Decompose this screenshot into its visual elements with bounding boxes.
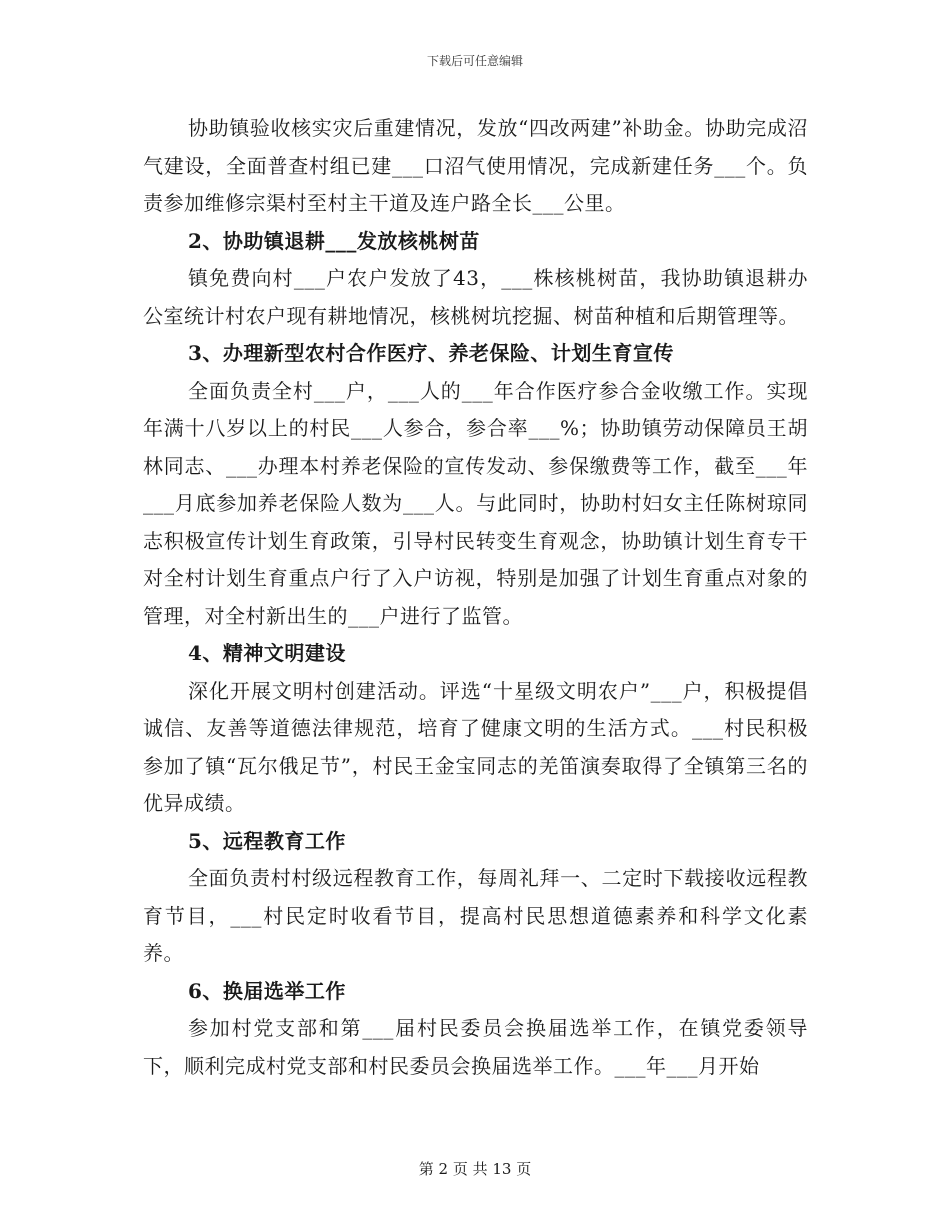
document-body: [143, 110, 808, 1085]
heading-walnut-seedlings: 2、协助镇退耕___发放核桃树苗: [188, 228, 480, 253]
paragraph-walnut-seedlings: 镇免费向村___户农户发放了43，___株核桃树苗，我协助镇退耕办公室统计村农户现有耕地情况，核桃树坑挖掘、树苗种植和后期管理等。: [143, 266, 808, 328]
heading-election: 6、换届选举工作: [188, 978, 346, 1003]
paragraph-election: 参加村党支部和第___届村民委员会换届选举工作，在镇党委领导下，顺利完成村党支部和村民委员会换届选举工作。___年___月开始: [143, 1016, 808, 1078]
paragraph-medical-insurance: 全面负责全村___户，___人的___年合作医疗参合金收缴工作。实现年满十八岁以上的村民___人参合，参合率___%；协助镇劳动保障员王胡林同志、___办理本村养老保险的宣传发动、参保缴费等工作，截至___年___月底参加养老保险人数为___人。与此同时，协助村妇女主任陈树琼同志积极宣传计划生育政策，引导村民转变生育观念，协助镇计划生育专干对全村计划生育重点户行了入户访视，特别是加强了计划生育重点对象的管理，对全村新出生的___户进行了监管。: [143, 378, 808, 628]
paragraph-remote-education: 全面负责村村级远程教育工作，每周礼拜一、二定时下载接收远程教育节目，___村民定时收看节目，提高村民思想道德素养和科学文化素养。: [143, 866, 808, 965]
heading-remote-education: 5、远程教育工作: [188, 828, 346, 853]
page-header: 下载后可任意编辑: [426, 54, 523, 68]
page-number: 第 2 页 共 13 页: [418, 1160, 532, 1178]
paragraph-civilization: 深化开展文明村创建活动。评选“十星级文明农户”___户，积极提倡诚信、友善等道德法律规范，培育了健康文明的生活方式。___村民积极参加了镇“瓦尔俄足节”，村民王金宝同志的羌笛演奏取得了全镇第三名的优异成绩。: [143, 678, 808, 815]
paragraph-rebuild: 协助镇验收核实灾后重建情况，发放“四改两建”补助金。协助完成沼气建设，全面普查村组已建___口沼气使用情况，完成新建任务___个。负责参加维修宗渠村至村主干道及连户路全长___公里。: [143, 116, 808, 215]
heading-medical-insurance: 3、办理新型农村合作医疗、养老保险、计划生育宣传: [188, 341, 674, 365]
heading-civilization: 4、精神文明建设: [188, 641, 346, 665]
